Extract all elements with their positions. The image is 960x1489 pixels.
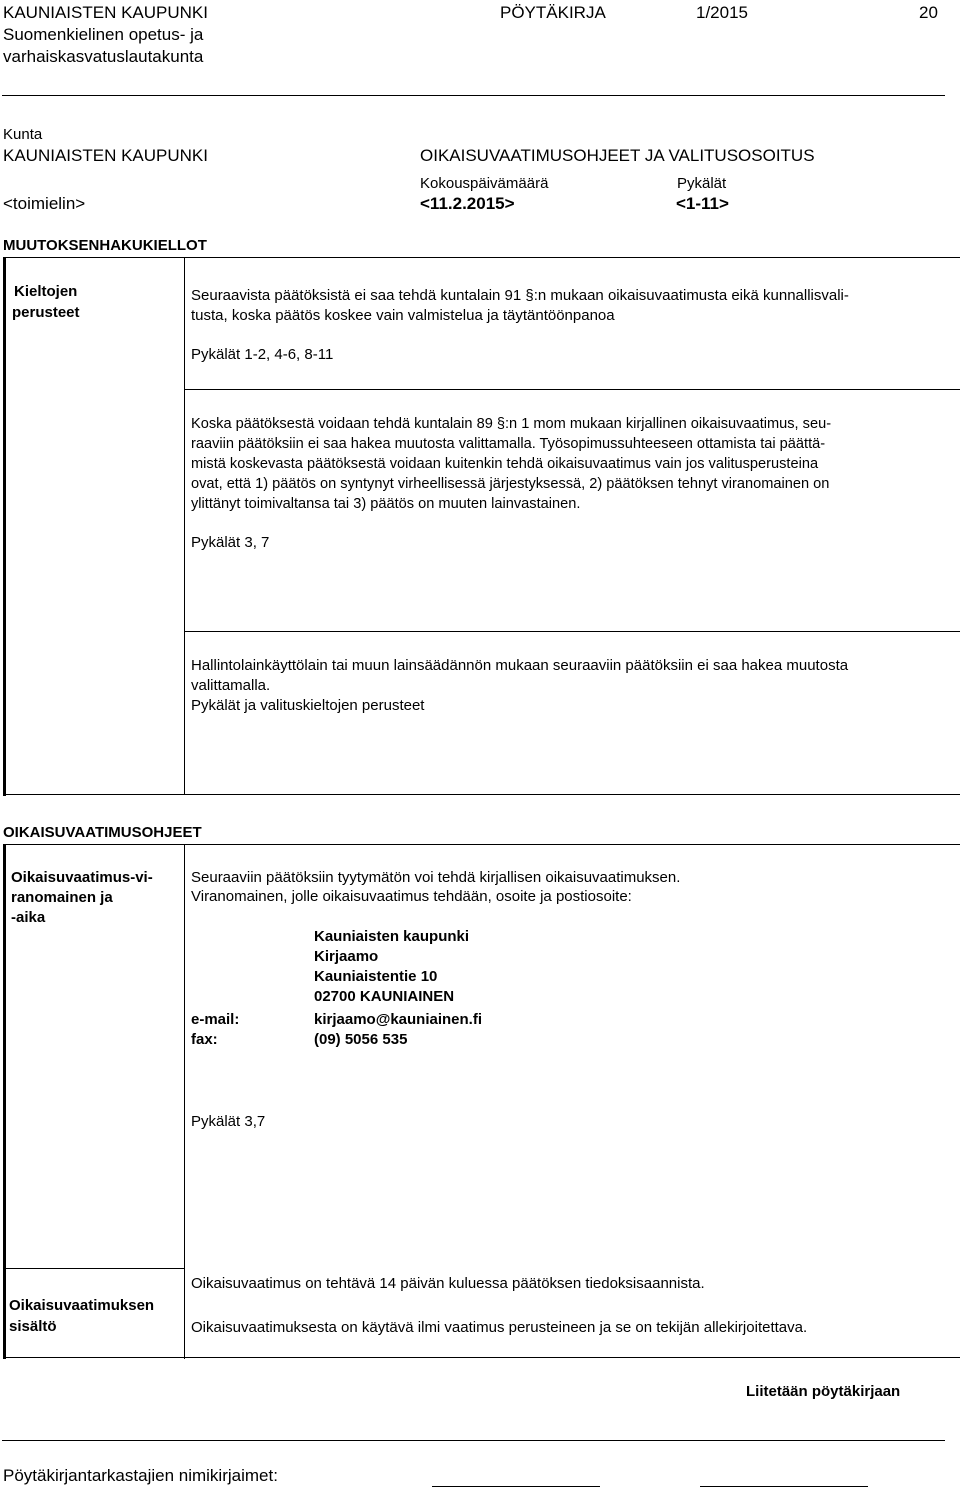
paragraph-line: ovat, että 1) päätös on syntynyt virheellisessä järjestyksessä, 2) päätöksen tehnyt viranomainen on (191, 476, 830, 492)
email-value[interactable]: kirjaamo@kauniainen.fi (314, 1011, 483, 1028)
sections-value: <1-11> (676, 194, 729, 213)
label-line: Oikaisuvaatimus-vi- (11, 869, 153, 886)
initials-line-1[interactable] (432, 1486, 600, 1487)
appeal-ban-left-border (3, 257, 6, 796)
claim-column-divider (184, 844, 185, 1359)
municipality-value: KAUNIAISTEN KAUPUNKI (3, 146, 208, 165)
claim-intro-line-1: Seuraaviin päätöksiin tyytymätön voi tehdä kirjallisen oikaisuvaatimuksen. (191, 869, 681, 886)
document-title: OIKAISUVAATIMUSOHJEET JA VALITUSOSOITUS (420, 146, 815, 165)
paragraph-line: valittamalla. (191, 677, 271, 694)
page-number: 20 (919, 3, 938, 22)
address-line: Kauniaistentie 10 (314, 968, 438, 985)
initials-label: Pöytäkirjantarkastajien nimikirjaimet: (3, 1466, 278, 1485)
grounds-label-line-2: perusteet (12, 304, 80, 321)
paragraph-line: Hallintolainkäyttölain tai muun lainsäädännön mukaan seuraaviin päätöksiin ei saa hakea muutosta (191, 657, 849, 674)
ban-block-1-sections: Pykälät 1-2, 4-6, 8-11 (191, 346, 334, 363)
initials-line-2[interactable] (700, 1486, 868, 1487)
paragraph-line: mistä koskevasta päätöksestä voidaan kuitenkin tehdä oikaisuvaatimus vain jos valitusperusteina (191, 456, 819, 472)
appeal-ban-bottom-rule (3, 794, 960, 795)
claim-intro-line-2: Viranomainen, jolle oikaisuvaatimus tehdään, osoite ja postiosoite: (191, 888, 632, 905)
ban-block-2-sections: Pykälät 3, 7 (191, 534, 270, 551)
appeal-ban-top-rule (3, 257, 960, 258)
meeting-date-value: <11.2.2015> (420, 194, 515, 213)
sections-label: Pykälät (677, 175, 727, 192)
claim-content-label-line-2: sisältö (9, 1318, 57, 1335)
paragraph-line: Seuraavista päätöksistä ei saa tehdä kuntalain 91 §:n mukaan oikaisuvaatimusta eikä kunnallisvali- (191, 287, 849, 304)
label-line: ranomainen ja (11, 889, 113, 906)
paragraph-line: ylittänyt toimivaltansa tai 3) päätös on muuten lainvastainen. (191, 496, 581, 512)
paragraph-line: Koska päätöksestä voidaan tehdä kuntalain 89 §:n 1 mom mukaan kirjallinen oikaisuvaatimus, seu- (191, 416, 832, 432)
claim-label-divider (3, 1268, 185, 1269)
organ-value: <toimielin> (3, 194, 86, 213)
block-divider-1 (184, 389, 960, 390)
claim-time-limit: Oikaisuvaatimus on tehtävä 14 päivän kuluessa päätöksen tiedoksisaannista. (191, 1275, 705, 1292)
appeal-ban-column-divider (184, 257, 185, 795)
block-divider-2 (184, 631, 960, 632)
body-name-line-1: Suomenkielinen opetus- ja (3, 25, 204, 44)
document-number: 1/2015 (696, 3, 748, 22)
fax-label: fax: (191, 1031, 218, 1048)
ban-block-1-text (191, 286, 849, 326)
footer-rule (2, 1440, 945, 1441)
body-name-line-2: varhaiskasvatuslautakunta (3, 47, 204, 66)
ban-block-3-text (191, 656, 848, 696)
attach-note: Liitetään pöytäkirjaan (746, 1383, 901, 1400)
authority-and-time-label (11, 868, 153, 928)
ban-block-2-text (191, 414, 831, 514)
header-rule (2, 95, 945, 96)
claim-instructions-heading: OIKAISUVAATIMUSOHJEET (3, 824, 202, 841)
municipality-label: Kunta (3, 126, 43, 143)
ban-block-3-sections: Pykälät ja valituskieltojen perusteet (191, 697, 425, 714)
claim-bottom-rule (3, 1357, 960, 1358)
paragraph-line: tusta, koska päätös koskee vain valmistelua ja täytäntöönpanoa (191, 307, 615, 324)
address-line: Kirjaamo (314, 948, 379, 965)
address-line: Kauniaisten kaupunki (314, 928, 470, 945)
grounds-label-line-1: Kieltojen (14, 283, 78, 300)
claim-content-text: Oikaisuvaatimuksesta on käytävä ilmi vaatimus perusteineen ja se on tekijän allekirjoitettava. (191, 1319, 808, 1336)
authority-address (314, 927, 469, 1007)
appeal-ban-heading: MUUTOKSENHAKUKIELLOT (3, 237, 207, 254)
document-type: PÖYTÄKIRJA (500, 3, 606, 22)
paragraph-line: raaviin päätöksiin ei saa hakea muutosta valittamalla. Työsopimussuhteeseen ottamista tai päättä- (191, 436, 826, 452)
fax-value: (09) 5056 535 (314, 1031, 408, 1048)
address-line: 02700 KAUNIAINEN (314, 988, 455, 1005)
org-name: KAUNIAISTEN KAUPUNKI (3, 3, 208, 22)
claim-left-border (3, 844, 6, 1359)
claim-sections: Pykälät 3,7 (191, 1113, 266, 1130)
claim-top-rule (3, 844, 960, 845)
meeting-date-label: Kokouspäivämäärä (420, 175, 549, 192)
email-label: e-mail: (191, 1011, 240, 1028)
claim-content-label-line-1: Oikaisuvaatimuksen (9, 1297, 155, 1314)
label-line: -aika (11, 909, 46, 926)
